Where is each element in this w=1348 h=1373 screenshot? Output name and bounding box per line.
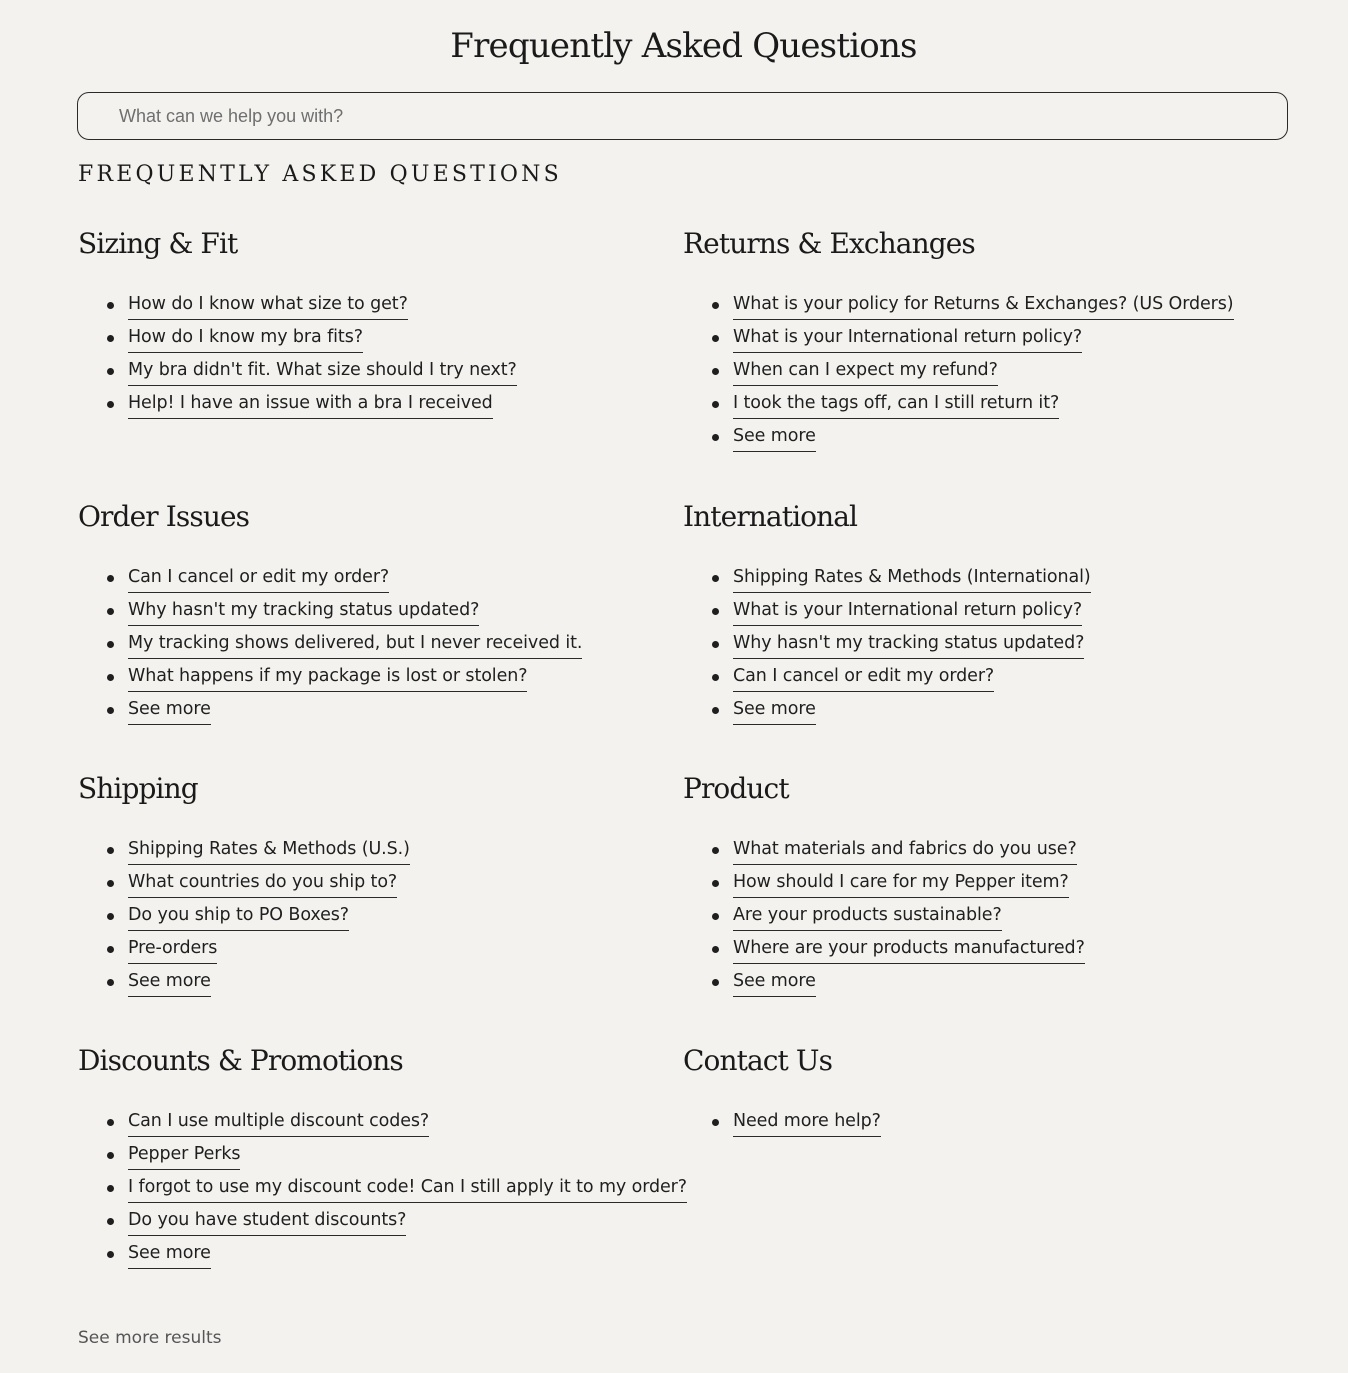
faq-question-link[interactable]: See more: [128, 1241, 211, 1269]
faq-link-list: [78, 565, 582, 730]
faq-question-link[interactable]: What happens if my package is lost or stolen?: [128, 664, 527, 692]
list-item: [683, 424, 1234, 457]
bullet-icon: [712, 335, 719, 342]
list-item: [78, 292, 517, 325]
category-title: Returns & Exchanges: [683, 227, 975, 260]
faq-link-list: [683, 1109, 881, 1142]
list-item: [78, 325, 517, 358]
bullet-icon: [107, 1119, 114, 1126]
faq-category: [78, 1043, 687, 1263]
list-item: [683, 936, 1085, 969]
bullet-icon: [712, 1119, 719, 1126]
section-heading: FREQUENTLY ASKED QUESTIONS: [78, 162, 562, 187]
bullet-icon: [712, 674, 719, 681]
faq-question-link[interactable]: Pepper Perks: [128, 1142, 240, 1170]
faq-question-link[interactable]: Do you ship to PO Boxes?: [128, 903, 349, 931]
search-box[interactable]: [77, 92, 1288, 140]
faq-question-link[interactable]: Can I cancel or edit my order?: [733, 664, 994, 692]
faq-question-link[interactable]: Where are your products manufactured?: [733, 936, 1085, 964]
bullet-icon: [712, 880, 719, 887]
bullet-icon: [107, 707, 114, 714]
bullet-icon: [712, 608, 719, 615]
faq-question-link[interactable]: See more: [128, 969, 211, 997]
faq-question-link[interactable]: Shipping Rates & Methods (U.S.): [128, 837, 410, 865]
faq-question-link[interactable]: How do I know my bra fits?: [128, 325, 363, 353]
faq-question-link[interactable]: See more: [733, 424, 816, 452]
bullet-icon: [712, 641, 719, 648]
faq-category: [78, 499, 678, 719]
faq-question-link[interactable]: What is your International return policy?: [733, 598, 1082, 626]
list-item: [78, 936, 410, 969]
bullet-icon: [107, 368, 114, 375]
faq-category: [78, 226, 678, 413]
faq-question-link[interactable]: Help! I have an issue with a bra I received: [128, 391, 493, 419]
list-item: [78, 565, 582, 598]
list-item: [78, 1142, 687, 1175]
list-item: [78, 903, 410, 936]
list-item: [78, 664, 582, 697]
bullet-icon: [107, 674, 114, 681]
bullet-icon: [712, 434, 719, 441]
list-item: [78, 1208, 687, 1241]
bullet-icon: [712, 946, 719, 953]
list-item: [683, 837, 1085, 870]
category-title: Sizing & Fit: [78, 227, 238, 260]
bullet-icon: [107, 913, 114, 920]
faq-question-link[interactable]: What is your International return policy?: [733, 325, 1082, 353]
list-item: [683, 870, 1085, 903]
faq-link-list: [683, 292, 1234, 457]
faq-category: [683, 771, 1283, 991]
bullet-icon: [107, 880, 114, 887]
list-item: [78, 969, 410, 1002]
faq-question-link[interactable]: When can I expect my refund?: [733, 358, 998, 386]
faq-category: [683, 226, 1283, 446]
bullet-icon: [107, 847, 114, 854]
list-item: [78, 598, 582, 631]
list-item: [78, 1241, 687, 1274]
faq-category: [78, 771, 678, 991]
faq-question-link[interactable]: Need more help?: [733, 1109, 881, 1137]
list-item: [683, 565, 1091, 598]
faq-category: [683, 1043, 1283, 1131]
bullet-icon: [107, 946, 114, 953]
bullet-icon: [712, 707, 719, 714]
faq-question-link[interactable]: Pre-orders: [128, 936, 217, 964]
faq-question-link[interactable]: Are your products sustainable?: [733, 903, 1002, 931]
faq-link-list: [78, 837, 410, 1002]
faq-question-link[interactable]: Can I use multiple discount codes?: [128, 1109, 429, 1137]
list-item: [683, 969, 1085, 1002]
faq-question-link[interactable]: Can I cancel or edit my order?: [128, 565, 389, 593]
category-title: Discounts & Promotions: [78, 1044, 403, 1077]
list-item: [683, 664, 1091, 697]
list-item: [683, 292, 1234, 325]
list-item: [683, 697, 1091, 730]
list-item: [78, 358, 517, 391]
search-input[interactable]: [119, 93, 1269, 139]
category-title: International: [683, 500, 858, 533]
list-item: [78, 1109, 687, 1142]
faq-link-list: [683, 837, 1085, 1002]
bullet-icon: [107, 302, 114, 309]
list-item: [78, 631, 582, 664]
see-more-results-link[interactable]: See more results: [78, 1328, 222, 1348]
list-item: [683, 598, 1091, 631]
bullet-icon: [712, 368, 719, 375]
faq-link-list: [78, 1109, 687, 1274]
bullet-icon: [107, 1185, 114, 1192]
bullet-icon: [107, 608, 114, 615]
category-title: Contact Us: [683, 1044, 833, 1077]
faq-question-link[interactable]: My bra didn't fit. What size should I try next?: [128, 358, 517, 386]
bullet-icon: [712, 575, 719, 582]
faq-question-link[interactable]: Shipping Rates & Methods (International): [733, 565, 1091, 593]
bullet-icon: [712, 979, 719, 986]
bullet-icon: [107, 979, 114, 986]
faq-question-link[interactable]: How should I care for my Pepper item?: [733, 870, 1069, 898]
list-item: [683, 1109, 881, 1142]
bullet-icon: [107, 335, 114, 342]
faq-question-link[interactable]: What materials and fabrics do you use?: [733, 837, 1077, 865]
list-item: [78, 1175, 687, 1208]
list-item: [683, 325, 1234, 358]
faq-question-link[interactable]: See more: [128, 697, 211, 725]
bullet-icon: [107, 401, 114, 408]
bullet-icon: [107, 1218, 114, 1225]
faq-question-link[interactable]: Do you have student discounts?: [128, 1208, 406, 1236]
faq-page: [78, 0, 1289, 1348]
bullet-icon: [107, 641, 114, 648]
faq-question-link[interactable]: What countries do you ship to?: [128, 870, 397, 898]
list-item: [683, 903, 1085, 936]
category-title: Shipping: [78, 772, 198, 805]
faq-link-list: [78, 292, 517, 424]
faq-link-list: [683, 565, 1091, 730]
faq-question-link[interactable]: I forgot to use my discount code! Can I still apply it to my order?: [128, 1175, 687, 1203]
faq-question-link[interactable]: I took the tags off, can I still return it?: [733, 391, 1059, 419]
faq-category: [683, 499, 1283, 719]
category-title: Order Issues: [78, 500, 250, 533]
faq-question-link[interactable]: What is your policy for Returns & Exchanges? (US Orders): [733, 292, 1234, 320]
bullet-icon: [712, 913, 719, 920]
page-title: Frequently Asked Questions: [450, 26, 917, 66]
list-item: [683, 358, 1234, 391]
faq-question-link[interactable]: Why hasn't my tracking status updated?: [128, 598, 479, 626]
bullet-icon: [712, 847, 719, 854]
faq-question-link[interactable]: Why hasn't my tracking status updated?: [733, 631, 1084, 659]
list-item: [78, 870, 410, 903]
faq-question-link[interactable]: How do I know what size to get?: [128, 292, 408, 320]
list-item: [78, 837, 410, 870]
category-title: Product: [683, 772, 789, 805]
bullet-icon: [107, 1152, 114, 1159]
bullet-icon: [107, 575, 114, 582]
faq-question-link[interactable]: See more: [733, 697, 816, 725]
faq-question-link[interactable]: See more: [733, 969, 816, 997]
faq-question-link[interactable]: My tracking shows delivered, but I never received it.: [128, 631, 582, 659]
bullet-icon: [712, 401, 719, 408]
bullet-icon: [107, 1251, 114, 1258]
list-item: [78, 391, 517, 424]
list-item: [78, 697, 582, 730]
list-item: [683, 391, 1234, 424]
bullet-icon: [712, 302, 719, 309]
list-item: [683, 631, 1091, 664]
